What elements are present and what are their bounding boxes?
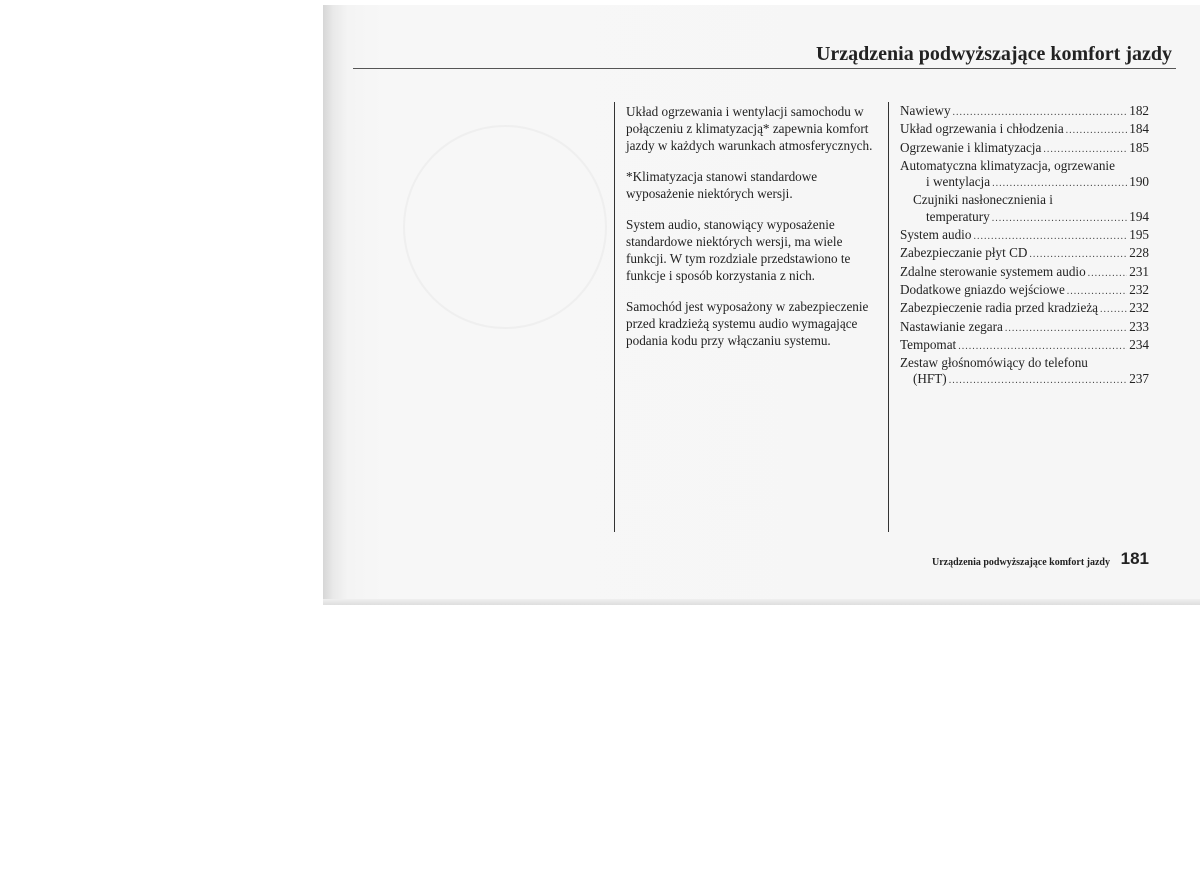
toc-leader <box>958 339 1127 355</box>
toc-entry-auto-climate[interactable] <box>900 174 1149 192</box>
intro-paragraph-footnote <box>626 168 888 202</box>
toc-entry-hft[interactable] <box>900 371 1149 389</box>
toc-page: 185 <box>1129 139 1149 155</box>
text-line: wyposażenie niektórych wersji. <box>626 186 793 201</box>
page-title: Urządzenia podwyższające komfort jazdy <box>815 43 1172 65</box>
toc-entry-remote-control[interactable] <box>900 264 1149 282</box>
toc-label: Zabezpieczenie radia przed kradzieżą <box>900 300 1099 316</box>
text-line: połączeniu z klimatyzacją* zapewnia komfort <box>626 121 869 136</box>
toc-label: System audio <box>900 227 972 243</box>
toc-entry-sensors-line1: Czujniki nasłonecznienia i <box>913 192 1053 208</box>
toc-leader <box>1029 247 1127 263</box>
toc-entry-hft-line1: Zestaw głośnomówiący do telefonu <box>900 355 1088 371</box>
toc-label: temperatury <box>926 208 990 224</box>
toc-leader <box>1043 142 1127 158</box>
text-line: *Klimatyzacja stanowi standardowe <box>626 169 818 184</box>
toc-entry-heating-ac[interactable] <box>900 140 1149 158</box>
text-line: funkcji. W tym rozdziale przedstawiono te <box>626 251 851 266</box>
text-line: przed kradzieżą systemu audio wymagające <box>626 316 858 331</box>
toc-label: Nawiewy <box>900 103 951 118</box>
intro-paragraph-climate <box>626 103 888 154</box>
toc-leader <box>1088 266 1128 282</box>
toc-label: Nastawianie zegara <box>900 318 1003 334</box>
toc-page: 228 <box>1129 245 1149 261</box>
text-line: jazdy w każdych warunkach atmosferycznych. <box>626 138 873 153</box>
toc-entry-heating-cooling[interactable] <box>900 121 1149 139</box>
toc-page: 184 <box>1129 121 1149 137</box>
header-divider <box>353 68 1176 69</box>
toc-page: 194 <box>1129 208 1149 224</box>
toc-label: i wentylacja <box>926 174 991 190</box>
toc-page: 195 <box>1129 227 1149 243</box>
toc-label: Ogrzewanie i klimatyzacja <box>900 139 1042 155</box>
toc-leader <box>1005 321 1127 337</box>
toc-label: Układ ogrzewania i chłodzenia <box>900 121 1064 137</box>
toc-page: 232 <box>1129 300 1149 316</box>
toc-leader <box>953 105 1128 121</box>
toc-page: 231 <box>1129 263 1149 279</box>
toc-entry-anti-theft[interactable] <box>900 300 1149 318</box>
toc-leader <box>973 229 1127 245</box>
toc-page: 190 <box>1129 174 1149 190</box>
toc-page: 233 <box>1129 318 1149 334</box>
toc-label: (HFT) <box>913 371 947 387</box>
text-line: Samochód jest wyposażony w zabezpieczenie <box>626 299 869 314</box>
faded-background-illustration <box>403 125 607 329</box>
toc-entry-cd-protection[interactable] <box>900 245 1149 263</box>
page-number: 181 <box>1120 549 1149 568</box>
column-divider-left <box>614 102 615 532</box>
text-line: Układ ogrzewania i wentylacji samochodu w <box>626 104 864 119</box>
table-of-contents <box>900 103 1149 390</box>
footer-section-title: Urządzenia podwyższające komfort jazdy <box>931 557 1110 568</box>
manual-page <box>323 5 1200 605</box>
toc-leader <box>992 176 1127 192</box>
toc-leader <box>1067 284 1127 300</box>
toc-label: Tempomat <box>900 336 957 352</box>
toc-leader <box>1066 123 1128 139</box>
toc-entry-sensors[interactable] <box>900 209 1149 227</box>
toc-entry-auto-climate-line1: Automatyczna klimatyzacja, ogrzewanie <box>900 157 1115 173</box>
text-line: podania kodu przy włączaniu systemu. <box>626 333 831 348</box>
toc-leader <box>949 373 1128 389</box>
toc-entry-audio[interactable] <box>900 227 1149 245</box>
toc-page: 234 <box>1129 336 1149 352</box>
text-line: standardowe niektórych wersji, ma wiele <box>626 234 843 249</box>
toc-entry-nawiewy[interactable] <box>900 103 1149 121</box>
column-divider-middle <box>888 102 889 532</box>
text-line: System audio, stanowiący wyposażenie <box>626 217 835 232</box>
toc-label: Zdalne sterowanie systemem audio <box>900 263 1086 279</box>
toc-leader <box>1100 302 1127 318</box>
intro-paragraph-antitheft <box>626 298 888 349</box>
toc-page: 182 <box>1129 103 1149 118</box>
toc-entry-aux-input[interactable] <box>900 282 1149 300</box>
intro-text <box>626 103 888 363</box>
toc-entry-clock[interactable] <box>900 319 1149 337</box>
toc-leader <box>992 211 1128 227</box>
toc-label: Dodatkowe gniazdo wejściowe <box>900 281 1065 297</box>
toc-page: 237 <box>1129 371 1149 387</box>
toc-label: Zabezpieczanie płyt CD <box>900 245 1028 261</box>
text-line: funkcje i sposób korzystania z nich. <box>626 268 815 283</box>
intro-paragraph-audio <box>626 216 888 284</box>
toc-entry-cruise-control[interactable] <box>900 337 1149 355</box>
toc-page: 232 <box>1129 281 1149 297</box>
